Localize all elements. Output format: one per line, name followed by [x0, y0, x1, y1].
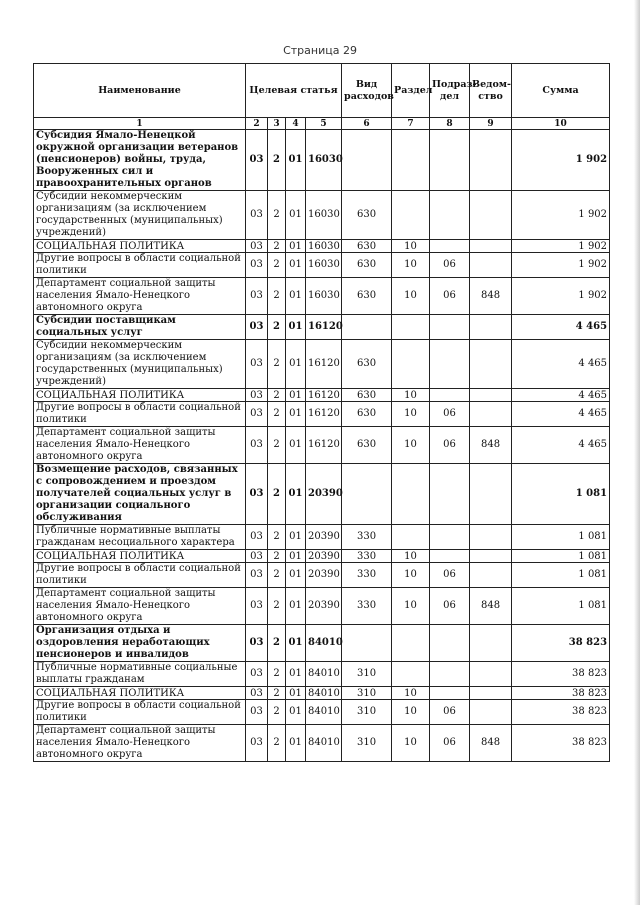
row-name: Департамент социальной защиты населения Ямало-Ненецкого автономного округа — [34, 278, 246, 315]
row-name: Публичные нормативные выплаты гражданам несоциального характера — [34, 525, 246, 550]
row-name: Субсидии поставщикам социальных услуг — [34, 315, 246, 340]
row-name: СОЦИАЛЬНАЯ ПОЛИТИКА — [34, 240, 246, 253]
table-row — [34, 389, 610, 402]
target-code-3: 01 — [286, 315, 306, 340]
department-code — [470, 563, 512, 588]
col-index: 3 — [268, 118, 286, 130]
expense-type: 310 — [342, 687, 392, 700]
amount: 1 081 — [512, 550, 610, 563]
table-row — [34, 550, 610, 563]
target-code-4: 16030 — [306, 278, 342, 315]
target-code-1: 03 — [246, 687, 268, 700]
amount: 38 823 — [512, 662, 610, 687]
target-code-3: 01 — [286, 427, 306, 464]
target-code-1: 03 — [246, 464, 268, 525]
table-row — [34, 278, 610, 315]
department-code — [470, 625, 512, 662]
target-code-3: 01 — [286, 687, 306, 700]
department-code — [470, 700, 512, 725]
subsection: 06 — [430, 563, 470, 588]
target-code-2: 2 — [268, 687, 286, 700]
target-code-4: 84010 — [306, 700, 342, 725]
row-name: Субсидия Ямало-Ненецкой окружной организации ветеранов (пенсионеров) войны, труда, Вооруженных сил и правоохранительных органов — [34, 130, 246, 191]
subsection — [430, 550, 470, 563]
col-index: 5 — [306, 118, 342, 130]
col-index: 10 — [512, 118, 610, 130]
amount: 38 823 — [512, 687, 610, 700]
col-index: 1 — [34, 118, 246, 130]
table-row — [34, 253, 610, 278]
section — [392, 315, 430, 340]
column-index-row — [34, 118, 610, 130]
row-name: Субсидии некоммерческим организациям (за исключением государственных (муниципальных) учреждений) — [34, 191, 246, 240]
target-code-3: 01 — [286, 588, 306, 625]
target-code-2: 2 — [268, 340, 286, 389]
expense-type — [342, 315, 392, 340]
subsection: 06 — [430, 402, 470, 427]
target-code-2: 2 — [268, 130, 286, 191]
expense-type — [342, 464, 392, 525]
amount: 4 465 — [512, 315, 610, 340]
header-row — [34, 64, 610, 118]
target-code-2: 2 — [268, 662, 286, 687]
target-code-4: 84010 — [306, 625, 342, 662]
target-code-2: 2 — [268, 563, 286, 588]
table-row — [34, 563, 610, 588]
header-podrazdel: Подраз-дел — [430, 64, 470, 118]
section — [392, 662, 430, 687]
target-code-3: 01 — [286, 389, 306, 402]
target-code-4: 16030 — [306, 130, 342, 191]
target-code-3: 01 — [286, 563, 306, 588]
row-name: СОЦИАЛЬНАЯ ПОЛИТИКА — [34, 687, 246, 700]
amount: 38 823 — [512, 725, 610, 762]
target-code-2: 2 — [268, 464, 286, 525]
target-code-2: 2 — [268, 315, 286, 340]
col-index: 7 — [392, 118, 430, 130]
expense-type: 630 — [342, 240, 392, 253]
expense-type: 630 — [342, 389, 392, 402]
target-code-4: 16030 — [306, 191, 342, 240]
subsection — [430, 525, 470, 550]
department-code — [470, 191, 512, 240]
target-code-3: 01 — [286, 464, 306, 525]
target-code-2: 2 — [268, 240, 286, 253]
target-code-4: 20390 — [306, 588, 342, 625]
row-name: Департамент социальной защиты населения Ямало-Ненецкого автономного округа — [34, 427, 246, 464]
table-row — [34, 588, 610, 625]
department-code — [470, 525, 512, 550]
expense-type: 330 — [342, 588, 392, 625]
budget-table — [33, 63, 610, 762]
department-code — [470, 389, 512, 402]
target-code-4: 16120 — [306, 389, 342, 402]
target-code-3: 01 — [286, 550, 306, 563]
table-row — [34, 130, 610, 191]
subsection — [430, 687, 470, 700]
row-name: Другие вопросы в области социальной политики — [34, 253, 246, 278]
target-code-4: 84010 — [306, 662, 342, 687]
target-code-2: 2 — [268, 191, 286, 240]
table-row — [34, 662, 610, 687]
target-code-4: 84010 — [306, 687, 342, 700]
table-row — [34, 700, 610, 725]
department-code: 848 — [470, 588, 512, 625]
section — [392, 340, 430, 389]
expense-type: 330 — [342, 550, 392, 563]
department-code — [470, 315, 512, 340]
target-code-3: 01 — [286, 625, 306, 662]
target-code-1: 03 — [246, 340, 268, 389]
subsection — [430, 191, 470, 240]
target-code-1: 03 — [246, 240, 268, 253]
section: 10 — [392, 563, 430, 588]
target-code-4: 16030 — [306, 253, 342, 278]
col-index: 4 — [286, 118, 306, 130]
row-name: Возмещение расходов, связанных с сопровождением и проездом получателей социальных услуг в организации социального обслуживания — [34, 464, 246, 525]
row-name: Департамент социальной защиты населения Ямало-Ненецкого автономного округа — [34, 725, 246, 762]
row-name: СОЦИАЛЬНАЯ ПОЛИТИКА — [34, 389, 246, 402]
target-code-3: 01 — [286, 725, 306, 762]
subsection — [430, 625, 470, 662]
table-row — [34, 725, 610, 762]
amount: 4 465 — [512, 340, 610, 389]
amount: 1 902 — [512, 240, 610, 253]
target-code-2: 2 — [268, 525, 286, 550]
target-code-2: 2 — [268, 550, 286, 563]
target-code-4: 20390 — [306, 563, 342, 588]
target-code-1: 03 — [246, 402, 268, 427]
table-row — [34, 687, 610, 700]
col-index: 9 — [470, 118, 512, 130]
amount: 38 823 — [512, 700, 610, 725]
department-code — [470, 464, 512, 525]
header-name: Наименование — [34, 64, 246, 118]
subsection: 06 — [430, 278, 470, 315]
target-code-2: 2 — [268, 700, 286, 725]
target-code-2: 2 — [268, 278, 286, 315]
table-row — [34, 402, 610, 427]
subsection: 06 — [430, 700, 470, 725]
col-index: 2 — [246, 118, 268, 130]
section: 10 — [392, 278, 430, 315]
department-code — [470, 402, 512, 427]
row-name: СОЦИАЛЬНАЯ ПОЛИТИКА — [34, 550, 246, 563]
target-code-3: 01 — [286, 253, 306, 278]
target-code-1: 03 — [246, 625, 268, 662]
subsection — [430, 315, 470, 340]
scan-edge — [634, 0, 640, 905]
subsection — [430, 340, 470, 389]
section: 10 — [392, 427, 430, 464]
department-code — [470, 130, 512, 191]
target-code-1: 03 — [246, 191, 268, 240]
page-number: Страница 29 — [283, 44, 357, 57]
target-code-4: 20390 — [306, 464, 342, 525]
expense-type — [342, 130, 392, 191]
subsection — [430, 130, 470, 191]
header-target: Целевая статья — [246, 64, 342, 118]
header-summa: Сумма — [512, 64, 610, 118]
department-code: 848 — [470, 278, 512, 315]
amount: 4 465 — [512, 402, 610, 427]
header-vedomstvo: Ведом-ство — [470, 64, 512, 118]
target-code-1: 03 — [246, 700, 268, 725]
row-name: Субсидии некоммерческим организациям (за исключением государственных (муниципальных) учреждений) — [34, 340, 246, 389]
target-code-3: 01 — [286, 240, 306, 253]
expense-type: 310 — [342, 662, 392, 687]
expense-type: 310 — [342, 700, 392, 725]
target-code-1: 03 — [246, 278, 268, 315]
subsection: 06 — [430, 588, 470, 625]
amount: 38 823 — [512, 625, 610, 662]
section — [392, 625, 430, 662]
target-code-1: 03 — [246, 662, 268, 687]
table-row — [34, 240, 610, 253]
amount: 1 081 — [512, 563, 610, 588]
target-code-1: 03 — [246, 253, 268, 278]
target-code-2: 2 — [268, 253, 286, 278]
target-code-4: 16120 — [306, 402, 342, 427]
expense-type: 330 — [342, 563, 392, 588]
target-code-2: 2 — [268, 427, 286, 464]
section: 10 — [392, 240, 430, 253]
target-code-4: 16120 — [306, 340, 342, 389]
subsection — [430, 662, 470, 687]
amount: 1 081 — [512, 588, 610, 625]
section: 10 — [392, 588, 430, 625]
section: 10 — [392, 389, 430, 402]
table-row — [34, 464, 610, 525]
target-code-3: 01 — [286, 700, 306, 725]
table-row — [34, 340, 610, 389]
expense-type: 310 — [342, 725, 392, 762]
target-code-4: 20390 — [306, 525, 342, 550]
department-code — [470, 240, 512, 253]
col-index: 6 — [342, 118, 392, 130]
expense-type: 630 — [342, 427, 392, 464]
section: 10 — [392, 700, 430, 725]
header-razdel: Раздел — [392, 64, 430, 118]
target-code-1: 03 — [246, 130, 268, 191]
department-code — [470, 340, 512, 389]
amount: 1 902 — [512, 130, 610, 191]
subsection — [430, 240, 470, 253]
table-row — [34, 427, 610, 464]
expense-type — [342, 625, 392, 662]
target-code-1: 03 — [246, 563, 268, 588]
target-code-1: 03 — [246, 588, 268, 625]
section — [392, 191, 430, 240]
header-vid: Вид расходов — [342, 64, 392, 118]
table-row — [34, 315, 610, 340]
section — [392, 525, 430, 550]
subsection — [430, 464, 470, 525]
target-code-2: 2 — [268, 402, 286, 427]
section — [392, 464, 430, 525]
row-name: Другие вопросы в области социальной политики — [34, 700, 246, 725]
subsection: 06 — [430, 427, 470, 464]
department-code — [470, 687, 512, 700]
amount: 1 081 — [512, 525, 610, 550]
row-name: Другие вопросы в области социальной политики — [34, 402, 246, 427]
target-code-3: 01 — [286, 402, 306, 427]
expense-type: 630 — [342, 402, 392, 427]
target-code-2: 2 — [268, 625, 286, 662]
section: 10 — [392, 402, 430, 427]
amount: 1 902 — [512, 278, 610, 315]
target-code-3: 01 — [286, 525, 306, 550]
expense-type: 330 — [342, 525, 392, 550]
target-code-2: 2 — [268, 588, 286, 625]
section: 10 — [392, 550, 430, 563]
row-name: Другие вопросы в области социальной политики — [34, 563, 246, 588]
subsection — [430, 389, 470, 402]
target-code-1: 03 — [246, 725, 268, 762]
subsection: 06 — [430, 253, 470, 278]
target-code-2: 2 — [268, 389, 286, 402]
target-code-3: 01 — [286, 130, 306, 191]
target-code-1: 03 — [246, 315, 268, 340]
target-code-4: 16030 — [306, 240, 342, 253]
table-row — [34, 525, 610, 550]
amount: 4 465 — [512, 389, 610, 402]
section — [392, 130, 430, 191]
section: 10 — [392, 687, 430, 700]
expense-type: 630 — [342, 340, 392, 389]
target-code-2: 2 — [268, 725, 286, 762]
table-row — [34, 191, 610, 240]
target-code-4: 20390 — [306, 550, 342, 563]
department-code — [470, 550, 512, 563]
section: 10 — [392, 725, 430, 762]
target-code-3: 01 — [286, 340, 306, 389]
subsection: 06 — [430, 725, 470, 762]
row-name: Департамент социальной защиты населения Ямало-Ненецкого автономного округа — [34, 588, 246, 625]
target-code-4: 16120 — [306, 315, 342, 340]
target-code-3: 01 — [286, 278, 306, 315]
col-index: 8 — [430, 118, 470, 130]
target-code-1: 03 — [246, 389, 268, 402]
expense-type: 630 — [342, 253, 392, 278]
department-code: 848 — [470, 725, 512, 762]
row-name: Организация отдыха и оздоровления неработающих пенсионеров и инвалидов — [34, 625, 246, 662]
target-code-3: 01 — [286, 191, 306, 240]
expense-type: 630 — [342, 278, 392, 315]
table-row — [34, 625, 610, 662]
amount: 1 902 — [512, 191, 610, 240]
department-code — [470, 662, 512, 687]
amount: 4 465 — [512, 427, 610, 464]
target-code-1: 03 — [246, 525, 268, 550]
target-code-1: 03 — [246, 427, 268, 464]
expense-type: 630 — [342, 191, 392, 240]
department-code: 848 — [470, 427, 512, 464]
section: 10 — [392, 253, 430, 278]
amount: 1 902 — [512, 253, 610, 278]
target-code-4: 84010 — [306, 725, 342, 762]
row-name: Публичные нормативные социальные выплаты гражданам — [34, 662, 246, 687]
target-code-4: 16120 — [306, 427, 342, 464]
department-code — [470, 253, 512, 278]
target-code-3: 01 — [286, 662, 306, 687]
amount: 1 081 — [512, 464, 610, 525]
target-code-1: 03 — [246, 550, 268, 563]
